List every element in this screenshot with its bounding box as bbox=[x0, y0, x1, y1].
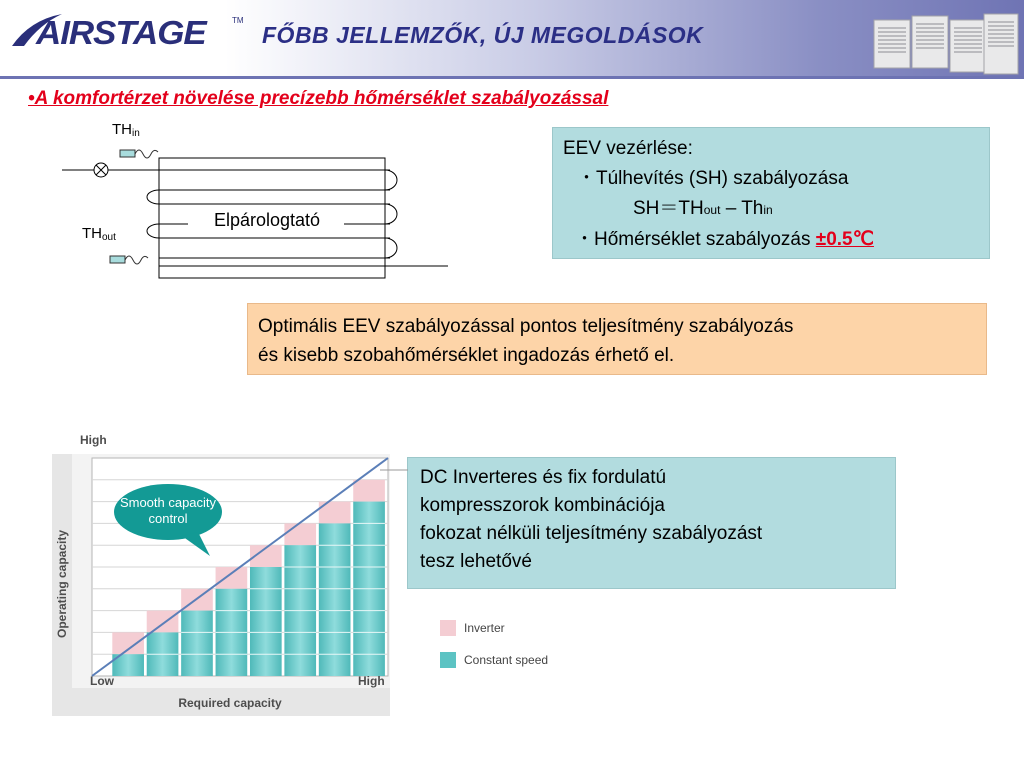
page-title: FŐBB JELLEMZŐK, ÚJ MEGOLDÁSOK bbox=[262, 22, 704, 48]
legend-label-inverter: Inverter bbox=[464, 621, 505, 635]
bar-inverter bbox=[112, 632, 144, 654]
x-left-label: Low bbox=[90, 674, 114, 688]
evaporator-diagram bbox=[60, 118, 460, 283]
evaporator-label: Elpárologtató bbox=[213, 210, 321, 230]
optimal-line-2: és kisebb szobahőmérséklet ingadozás érhető el. bbox=[258, 345, 675, 366]
header-divider bbox=[0, 76, 1024, 79]
x-axis-label: Required capacity bbox=[178, 696, 282, 710]
bar-constant-speed bbox=[181, 611, 213, 676]
optimal-line-1: Optimális EEV szabályozással pontos teljesítmény szabályozás bbox=[258, 316, 794, 337]
eev-title: EEV vezérlése: bbox=[563, 138, 693, 159]
th-out-sensor-icon bbox=[110, 256, 125, 263]
bar-inverter bbox=[216, 567, 248, 589]
th-in-sensor-icon bbox=[120, 150, 135, 157]
temp-tolerance-value: ±0.5℃ bbox=[815, 229, 874, 250]
y-axis-label: Operating capacity bbox=[55, 529, 69, 639]
legend-label-constant-speed: Constant speed bbox=[464, 653, 549, 667]
dc-line-1: DC Inverteres és fix fordulatú bbox=[420, 467, 667, 488]
legend-swatch-inverter bbox=[440, 620, 456, 636]
bar-inverter bbox=[147, 611, 179, 633]
logo-trademark: TM bbox=[232, 16, 244, 25]
capacity-chart bbox=[52, 428, 390, 716]
optimal-eev-box bbox=[247, 303, 987, 375]
callout-line-2: control bbox=[148, 511, 188, 526]
temp-control-line: ・Hőmérséklet szabályozás ±0.5℃ bbox=[575, 229, 874, 250]
bar-constant-speed bbox=[319, 523, 351, 676]
callout-line-1: Smooth capacity bbox=[119, 495, 217, 510]
dc-inverter-box bbox=[407, 457, 896, 589]
superheat-line: ・Túlhevítés (SH) szabályozása bbox=[577, 168, 849, 189]
outdoor-units-image bbox=[872, 12, 1020, 78]
x-right-label: High bbox=[358, 674, 385, 688]
bar-inverter bbox=[284, 523, 316, 545]
y-top-label: High bbox=[80, 433, 107, 447]
legend-swatch-constant-speed bbox=[440, 652, 456, 668]
bar-constant-speed bbox=[250, 567, 282, 676]
legend-item-constant-speed bbox=[440, 648, 600, 668]
eev-control-box bbox=[552, 127, 990, 259]
callout-connector bbox=[380, 462, 410, 474]
dc-line-4: tesz lehetővé bbox=[420, 551, 532, 572]
sh-formula: SH＝THout – Thin bbox=[633, 198, 773, 219]
dc-line-3: fokozat nélküli teljesítmény szabályozást bbox=[420, 523, 763, 544]
bar-inverter bbox=[353, 480, 385, 502]
th-in-label: THin bbox=[112, 121, 140, 139]
dc-line-2: kompresszorok kombinációja bbox=[420, 495, 665, 516]
airstage-logo bbox=[10, 10, 244, 51]
comfort-bullet-heading: •A komfortérzet növelése precízebb hőmérséklet szabályozással bbox=[28, 88, 609, 109]
th-out-label: THout bbox=[82, 225, 116, 243]
logo-text: AIRSTAGE bbox=[36, 14, 206, 51]
legend-item-inverter bbox=[440, 616, 600, 636]
